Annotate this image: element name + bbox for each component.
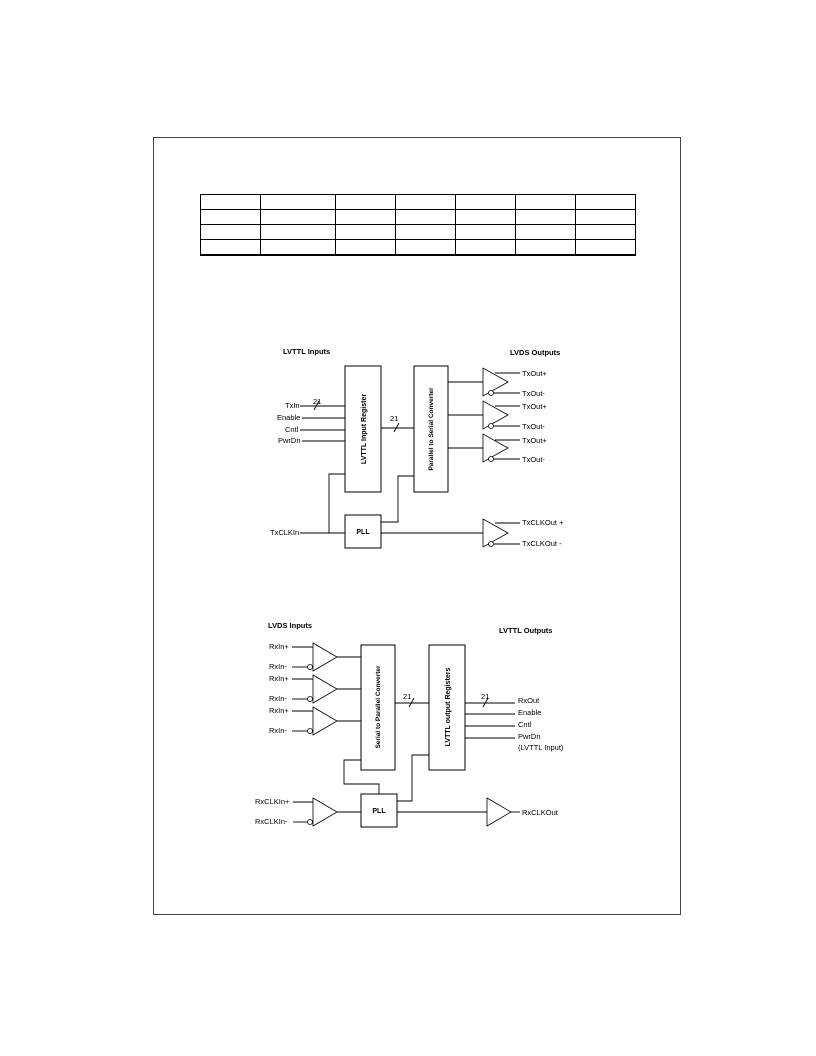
tx-outputs-header: LVDS Outputs: [510, 348, 561, 357]
rx-input-label: RxIn-: [269, 694, 287, 703]
rx-lvds-receiver: [313, 643, 337, 671]
tx-output-label: TxOut-: [522, 389, 545, 398]
rx-outputs-header: LVTTL Outputs: [499, 626, 553, 635]
tx-inputs-header: LVTTL Inputs: [283, 347, 331, 356]
rx-output-label: Enable: [518, 708, 542, 717]
rx-output-note: (LVTTL Input): [518, 743, 564, 752]
inversion-bubble: [308, 697, 313, 702]
tx-bus-width-mid: 21: [390, 414, 399, 423]
rx-pll-to-registers: [397, 755, 429, 801]
rx-bus-width-out: 21: [481, 692, 490, 701]
tx-lvds-driver: [483, 401, 508, 429]
tx-converter-label: Parallel to Serial Converter: [428, 387, 435, 471]
tx-output-label: TxOut-: [522, 455, 545, 464]
tx-pll-label: PLL: [356, 529, 370, 536]
tx-output-label: TxOut-: [522, 422, 545, 431]
inversion-bubble: [308, 729, 313, 734]
rx-clock-driver: [487, 798, 511, 826]
tx-output-label: TxOut+: [522, 369, 547, 378]
rx-lvds-receiver: [313, 675, 337, 703]
rx-input-label: RxIn+: [269, 674, 289, 683]
tx-output-label: TxOut+: [522, 436, 547, 445]
rx-diagram: [255, 621, 564, 827]
rx-inputs-header: LVDS Inputs: [268, 621, 313, 630]
tx-diagram: [270, 347, 564, 548]
rx-output-label: Cntl: [518, 720, 532, 729]
rx-clock-input-label: RxCLKIn-: [255, 817, 288, 826]
rx-pll-label: PLL: [372, 808, 386, 815]
inversion-bubble: [489, 424, 494, 429]
bus-slash: [394, 423, 399, 432]
rx-input-label: RxIn-: [269, 726, 287, 735]
rx-clock-receiver: [313, 798, 337, 826]
tx-lvds-driver: [483, 368, 508, 396]
rx-input-label: RxIn-: [269, 662, 287, 671]
rx-input-label: RxIn+: [269, 706, 289, 715]
inversion-bubble: [308, 665, 313, 670]
rx-input-label: RxIn+: [269, 642, 289, 651]
inversion-bubble: [489, 457, 494, 462]
rx-clock-output-label: RxCLKOut: [522, 808, 558, 817]
inversion-bubble: [489, 391, 494, 396]
tx-input-label: PwrDn: [278, 436, 301, 445]
inversion-bubble: [308, 820, 313, 825]
tx-clock-output-label: TxCLKOut +: [522, 518, 564, 527]
rx-clock-input-label: RxCLKIn+: [255, 797, 290, 806]
tx-bus-width-in: 21: [313, 397, 322, 406]
tx-input-label: TxIn: [285, 401, 300, 410]
rx-output-registers-label: LVTTL output Registers: [445, 667, 452, 747]
tx-clock-to-register: [329, 474, 345, 533]
rx-bus-width-mid: 21: [403, 692, 412, 701]
inversion-bubble: [489, 542, 494, 547]
tx-input-label: Cntl: [285, 425, 299, 434]
rx-output-label: PwrDn: [518, 732, 541, 741]
tx-lvds-driver: [483, 434, 508, 462]
tx-input-register-label: LVTTL Input Register: [361, 393, 368, 465]
tx-input-label: Enable: [277, 413, 301, 422]
tx-clock-output-label: TxCLKOut -: [522, 539, 562, 548]
rx-output-label: RxOut: [518, 696, 540, 705]
rx-lvds-receiver: [313, 707, 337, 735]
tx-output-label: TxOut+: [522, 402, 547, 411]
rx-converter-label: Serial to Parallel Converter: [375, 665, 382, 749]
tx-clock-input-label: TxCLKIn: [270, 528, 300, 537]
tx-pll-to-converter: [381, 476, 414, 522]
